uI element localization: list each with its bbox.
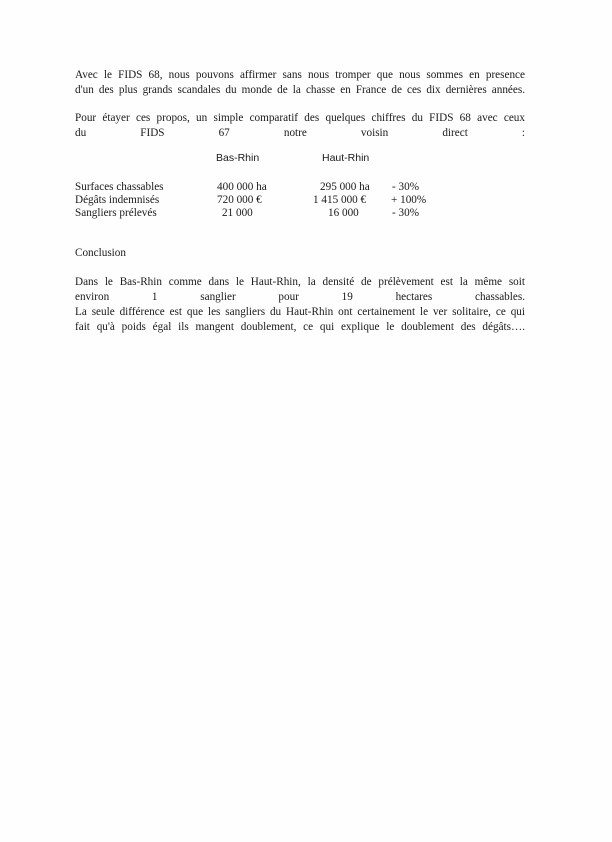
cell-haut-rhin: 295 000 ha <box>320 181 370 193</box>
conclusion-line-1: Dans le Bas-Rhin comme dans le Haut-Rhin, la densité de prélèvement est la même soit <box>75 276 525 288</box>
row-label: Dégâts indemnisés <box>75 194 160 206</box>
row-label: Surfaces chassables <box>75 181 164 193</box>
intro-line-2: d'un des plus grands scandales du monde de la chasse en France de ces dix dernières années. <box>75 84 525 96</box>
cell-haut-rhin: 1 415 000 € <box>313 194 367 206</box>
cell-change: - 30% <box>392 181 420 193</box>
conclusion-paragraph <box>75 275 525 335</box>
conclusion-line-2: environ 1 sanglier pour 19 hectares chassables. <box>75 291 525 303</box>
conclusion-line-3: La seule différence est que les sangliers du Haut-Rhin ont certainement le ver solitaire, ce qui <box>75 306 525 318</box>
row-label: Sangliers prélevés <box>75 207 157 219</box>
cell-change: + 100% <box>391 194 427 206</box>
cell-bas-rhin: 400 000 ha <box>217 181 267 193</box>
conclusion-line-4: fait qu'à poids égal ils mangent doublement, ce qui explique le doublement des dégâts…. <box>75 321 525 333</box>
cell-haut-rhin: 16 000 <box>328 207 359 219</box>
comparison-line-1: Pour étayer ces propos, un simple comparatif des quelques chiffres du FIDS 68 avec ceux <box>75 112 525 124</box>
header-haut-rhin: Haut-Rhin <box>322 152 370 164</box>
comparison-line-2: du FIDS 67 notre voisin direct : <box>75 127 525 139</box>
cell-bas-rhin: 21 000 <box>222 207 253 219</box>
intro-line-1: Avec le FIDS 68, nous pouvons affirmer sans nous tromper que nous sommes en presence <box>75 69 525 81</box>
cell-bas-rhin: 720 000 € <box>217 194 262 206</box>
cell-change: - 30% <box>392 207 420 219</box>
comparison-paragraph <box>75 111 525 141</box>
intro-paragraph <box>75 68 525 98</box>
conclusion-heading: Conclusion <box>75 247 126 259</box>
header-bas-rhin: Bas-Rhin <box>216 152 260 164</box>
